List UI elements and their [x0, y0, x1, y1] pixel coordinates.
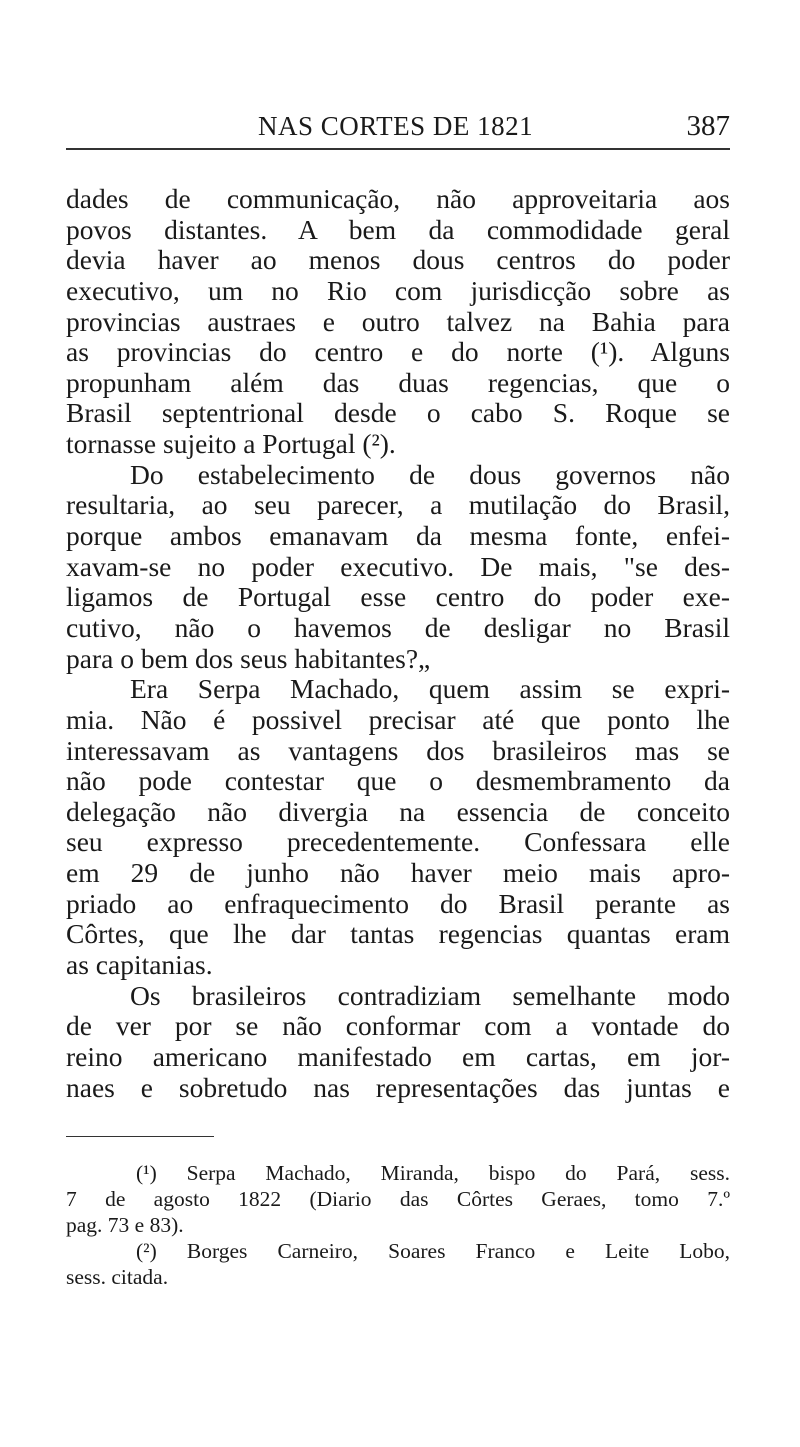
text-line: interessavam as vantagens dos brasileiros mas se	[66, 734, 730, 766]
text-line: ligamos de Portugal esse centro do poder exe-	[66, 581, 730, 613]
footnote-line: (¹) Serpa Machado, Miranda, bispo do Pará, sess.	[136, 1161, 730, 1185]
text-line: porque ambos emanavam da mesma fonte, enfei-	[66, 520, 730, 552]
text-line: provincias austraes e outro talvez na Bahia para	[66, 305, 730, 337]
text-line: xavam-se no poder executivo. De mais, "se des-	[66, 550, 730, 582]
text-line: Côrtes, que lhe dar tantas regencias quantas eram	[66, 918, 730, 950]
body-text	[66, 184, 730, 1103]
text-line: dades de communicação, não approveitaria aos	[66, 183, 730, 214]
running-title: NAS CORTES DE 1821	[258, 111, 534, 141]
footnote-line: pag. 73 e 83).	[66, 1213, 184, 1237]
paragraph-first-line: Do estabelecimento de dous governos não	[130, 458, 730, 490]
text-line: naes e sobretudo nas representações das juntas e	[66, 1071, 730, 1103]
text-line: executivo, um no Rio com jurisdicção sobre as	[66, 274, 730, 306]
text-line: não pode contestar que o desmembramento da	[66, 765, 730, 797]
footnote-separator	[66, 1136, 214, 1137]
text-line: devia haver ao menos dous centros do poder	[66, 244, 730, 276]
text-line: as provincias do centro e do norte (¹). Alguns	[66, 336, 730, 368]
footnotes	[66, 1160, 730, 1290]
text-line: delegação não divergia na essencia de conceito	[66, 795, 730, 827]
text-line: povos distantes. A bem da commodidade geral	[66, 213, 730, 245]
text-line: seu expresso precedentemente. Confessara elle	[66, 826, 730, 858]
footnote-line: 7 de agosto 1822 (Diario das Côrtes Geraes, tomo 7.º	[66, 1187, 730, 1211]
text-line: resultaria, ao seu parecer, a mutilação do Brasil,	[66, 489, 730, 521]
page-header	[66, 108, 730, 144]
text-line: reino americano manifestado em cartas, em jor-	[66, 1040, 730, 1072]
header-rule	[66, 148, 730, 150]
text-line: mia. Não é possivel precisar até que ponto lhe	[66, 703, 730, 735]
text-line: tornasse sujeito a Portugal (²).	[66, 428, 396, 460]
text-line: propunham além das duas regencias, que o	[66, 366, 730, 398]
text-line: para o bem dos seus habitantes?„	[66, 642, 431, 674]
footnote-line: sess. citada.	[66, 1265, 169, 1289]
text-line: Brasil septentrional desde o cabo S. Roque se	[66, 397, 730, 429]
text-line: cutivo, não o havemos de desligar no Brasil	[66, 611, 730, 643]
text-line: de ver por se não conformar com a vontade do	[66, 1010, 730, 1042]
text-line: as capitanias.	[66, 949, 213, 981]
paragraph-first-line: Os brasileiros contradiziam semelhante modo	[130, 979, 730, 1011]
text-line: em 29 de junho não haver meio mais apro-	[66, 857, 730, 889]
page-number: 387	[686, 110, 730, 142]
text-line: priado ao enfraquecimento do Brasil perante as	[66, 887, 730, 919]
paragraph-first-line: Era Serpa Machado, quem assim se expri-	[130, 673, 730, 705]
footnote-line: (²) Borges Carneiro, Soares Franco e Leite Lobo,	[136, 1239, 730, 1263]
